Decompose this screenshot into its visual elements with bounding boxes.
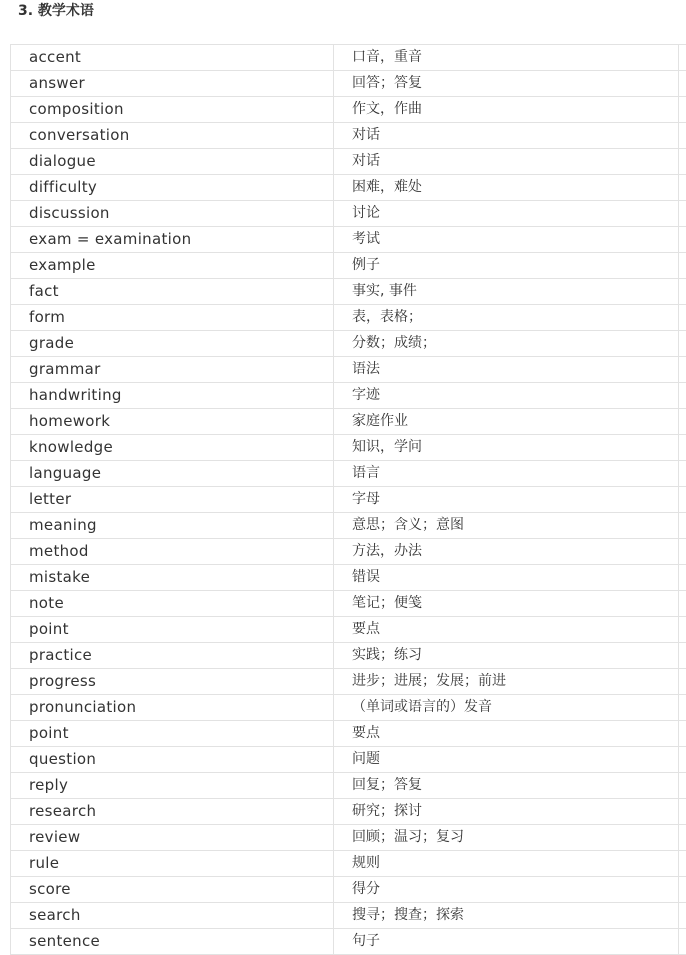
- english-term-cell: search: [11, 903, 334, 929]
- chinese-meaning-cell: 字母: [334, 487, 679, 513]
- table-row: [11, 279, 686, 305]
- chinese-meaning-cell: 要点: [334, 617, 679, 643]
- english-term-cell: question: [11, 747, 334, 773]
- empty-cell: [679, 669, 686, 695]
- table-row: [11, 617, 686, 643]
- table-row: [11, 565, 686, 591]
- empty-cell: [679, 565, 686, 591]
- table-row: [11, 695, 686, 721]
- chinese-meaning-cell: 家庭作业: [334, 409, 679, 435]
- chinese-meaning-cell: 讨论: [334, 201, 679, 227]
- table-row: [11, 929, 686, 955]
- chinese-meaning-cell: 研究；探讨: [334, 799, 679, 825]
- chinese-meaning-cell: 实践；练习: [334, 643, 679, 669]
- empty-cell: [679, 201, 686, 227]
- chinese-meaning-cell: 考试: [334, 227, 679, 253]
- english-term-cell: difficulty: [11, 175, 334, 201]
- english-term-cell: homework: [11, 409, 334, 435]
- chinese-meaning-cell: 分数；成绩；: [334, 331, 679, 357]
- chinese-meaning-cell: 事实, 事件: [334, 279, 679, 305]
- empty-cell: [679, 799, 686, 825]
- table-row: [11, 45, 686, 71]
- english-term-cell: letter: [11, 487, 334, 513]
- table-row: [11, 591, 686, 617]
- table-row: [11, 97, 686, 123]
- english-term-cell: progress: [11, 669, 334, 695]
- chinese-meaning-cell: 作文，作曲: [334, 97, 679, 123]
- chinese-meaning-cell: 对话: [334, 149, 679, 175]
- chinese-meaning-cell: 要点: [334, 721, 679, 747]
- english-term-cell: rule: [11, 851, 334, 877]
- english-term-cell: method: [11, 539, 334, 565]
- table-row: [11, 71, 686, 97]
- chinese-meaning-cell: 方法，办法: [334, 539, 679, 565]
- english-term-cell: point: [11, 721, 334, 747]
- empty-cell: [679, 487, 686, 513]
- english-term-cell: research: [11, 799, 334, 825]
- table-row: [11, 201, 686, 227]
- empty-cell: [679, 331, 686, 357]
- empty-cell: [679, 279, 686, 305]
- table-row: [11, 487, 686, 513]
- english-term-cell: sentence: [11, 929, 334, 955]
- table-row: [11, 773, 686, 799]
- english-term-cell: pronunciation: [11, 695, 334, 721]
- chinese-meaning-cell: 回复；答复: [334, 773, 679, 799]
- chinese-meaning-cell: （单词或语言的）发音: [334, 695, 679, 721]
- table-row: [11, 227, 686, 253]
- chinese-meaning-cell: 进步；进展；发展；前进: [334, 669, 679, 695]
- chinese-meaning-cell: 语法: [334, 357, 679, 383]
- chinese-meaning-cell: 困难，难处: [334, 175, 679, 201]
- chinese-meaning-cell: 规则: [334, 851, 679, 877]
- chinese-meaning-cell: 回顾；温习；复习: [334, 825, 679, 851]
- english-term-cell: discussion: [11, 201, 334, 227]
- empty-cell: [679, 695, 686, 721]
- english-term-cell: score: [11, 877, 334, 903]
- table-row: [11, 253, 686, 279]
- empty-cell: [679, 123, 686, 149]
- table-row: [11, 435, 686, 461]
- empty-cell: [679, 721, 686, 747]
- empty-cell: [679, 539, 686, 565]
- english-term-cell: knowledge: [11, 435, 334, 461]
- chinese-meaning-cell: 对话: [334, 123, 679, 149]
- chinese-meaning-cell: 笔记；便笺: [334, 591, 679, 617]
- chinese-meaning-cell: 回答；答复: [334, 71, 679, 97]
- empty-cell: [679, 97, 686, 123]
- chinese-meaning-cell: 知识，学问: [334, 435, 679, 461]
- empty-cell: [679, 877, 686, 903]
- english-term-cell: dialogue: [11, 149, 334, 175]
- english-term-cell: grade: [11, 331, 334, 357]
- chinese-meaning-cell: 得分: [334, 877, 679, 903]
- table-row: [11, 331, 686, 357]
- chinese-meaning-cell: 字迹: [334, 383, 679, 409]
- english-term-cell: conversation: [11, 123, 334, 149]
- english-term-cell: review: [11, 825, 334, 851]
- chinese-meaning-cell: 问题: [334, 747, 679, 773]
- english-term-cell: point: [11, 617, 334, 643]
- empty-cell: [679, 461, 686, 487]
- empty-cell: [679, 45, 686, 71]
- empty-cell: [679, 357, 686, 383]
- empty-cell: [679, 175, 686, 201]
- vocabulary-table-body: [11, 45, 686, 955]
- empty-cell: [679, 851, 686, 877]
- table-row: [11, 409, 686, 435]
- table-row: [11, 747, 686, 773]
- chinese-meaning-cell: 口音，重音: [334, 45, 679, 71]
- empty-cell: [679, 929, 686, 955]
- english-term-cell: composition: [11, 97, 334, 123]
- empty-cell: [679, 617, 686, 643]
- empty-cell: [679, 383, 686, 409]
- empty-cell: [679, 747, 686, 773]
- english-term-cell: answer: [11, 71, 334, 97]
- english-term-cell: note: [11, 591, 334, 617]
- english-term-cell: reply: [11, 773, 334, 799]
- empty-cell: [679, 591, 686, 617]
- empty-cell: [679, 643, 686, 669]
- table-row: [11, 539, 686, 565]
- empty-cell: [679, 305, 686, 331]
- english-term-cell: exam = examination: [11, 227, 334, 253]
- english-term-cell: form: [11, 305, 334, 331]
- empty-cell: [679, 409, 686, 435]
- table-row: [11, 825, 686, 851]
- table-row: [11, 721, 686, 747]
- table-row: [11, 903, 686, 929]
- section-heading: 3. 教学术语: [18, 1, 94, 21]
- chinese-meaning-cell: 搜寻；搜查；探索: [334, 903, 679, 929]
- empty-cell: [679, 71, 686, 97]
- chinese-meaning-cell: 表，表格；: [334, 305, 679, 331]
- table-row: [11, 123, 686, 149]
- empty-cell: [679, 903, 686, 929]
- chinese-meaning-cell: 错误: [334, 565, 679, 591]
- table-row: [11, 851, 686, 877]
- table-row: [11, 305, 686, 331]
- chinese-meaning-cell: 意思；含义；意图: [334, 513, 679, 539]
- english-term-cell: handwriting: [11, 383, 334, 409]
- table-row: [11, 461, 686, 487]
- table-row: [11, 877, 686, 903]
- empty-cell: [679, 513, 686, 539]
- table-row: [11, 513, 686, 539]
- empty-cell: [679, 227, 686, 253]
- english-term-cell: fact: [11, 279, 334, 305]
- english-term-cell: language: [11, 461, 334, 487]
- table-row: [11, 175, 686, 201]
- chinese-meaning-cell: 语言: [334, 461, 679, 487]
- vocabulary-table: [10, 44, 686, 955]
- chinese-meaning-cell: 句子: [334, 929, 679, 955]
- table-row: [11, 669, 686, 695]
- table-row: [11, 643, 686, 669]
- table-row: [11, 799, 686, 825]
- chinese-meaning-cell: 例子: [334, 253, 679, 279]
- english-term-cell: accent: [11, 45, 334, 71]
- empty-cell: [679, 773, 686, 799]
- table-row: [11, 357, 686, 383]
- table-row: [11, 383, 686, 409]
- english-term-cell: practice: [11, 643, 334, 669]
- english-term-cell: meaning: [11, 513, 334, 539]
- english-term-cell: example: [11, 253, 334, 279]
- english-term-cell: mistake: [11, 565, 334, 591]
- empty-cell: [679, 825, 686, 851]
- empty-cell: [679, 149, 686, 175]
- english-term-cell: grammar: [11, 357, 334, 383]
- empty-cell: [679, 435, 686, 461]
- table-row: [11, 149, 686, 175]
- empty-cell: [679, 253, 686, 279]
